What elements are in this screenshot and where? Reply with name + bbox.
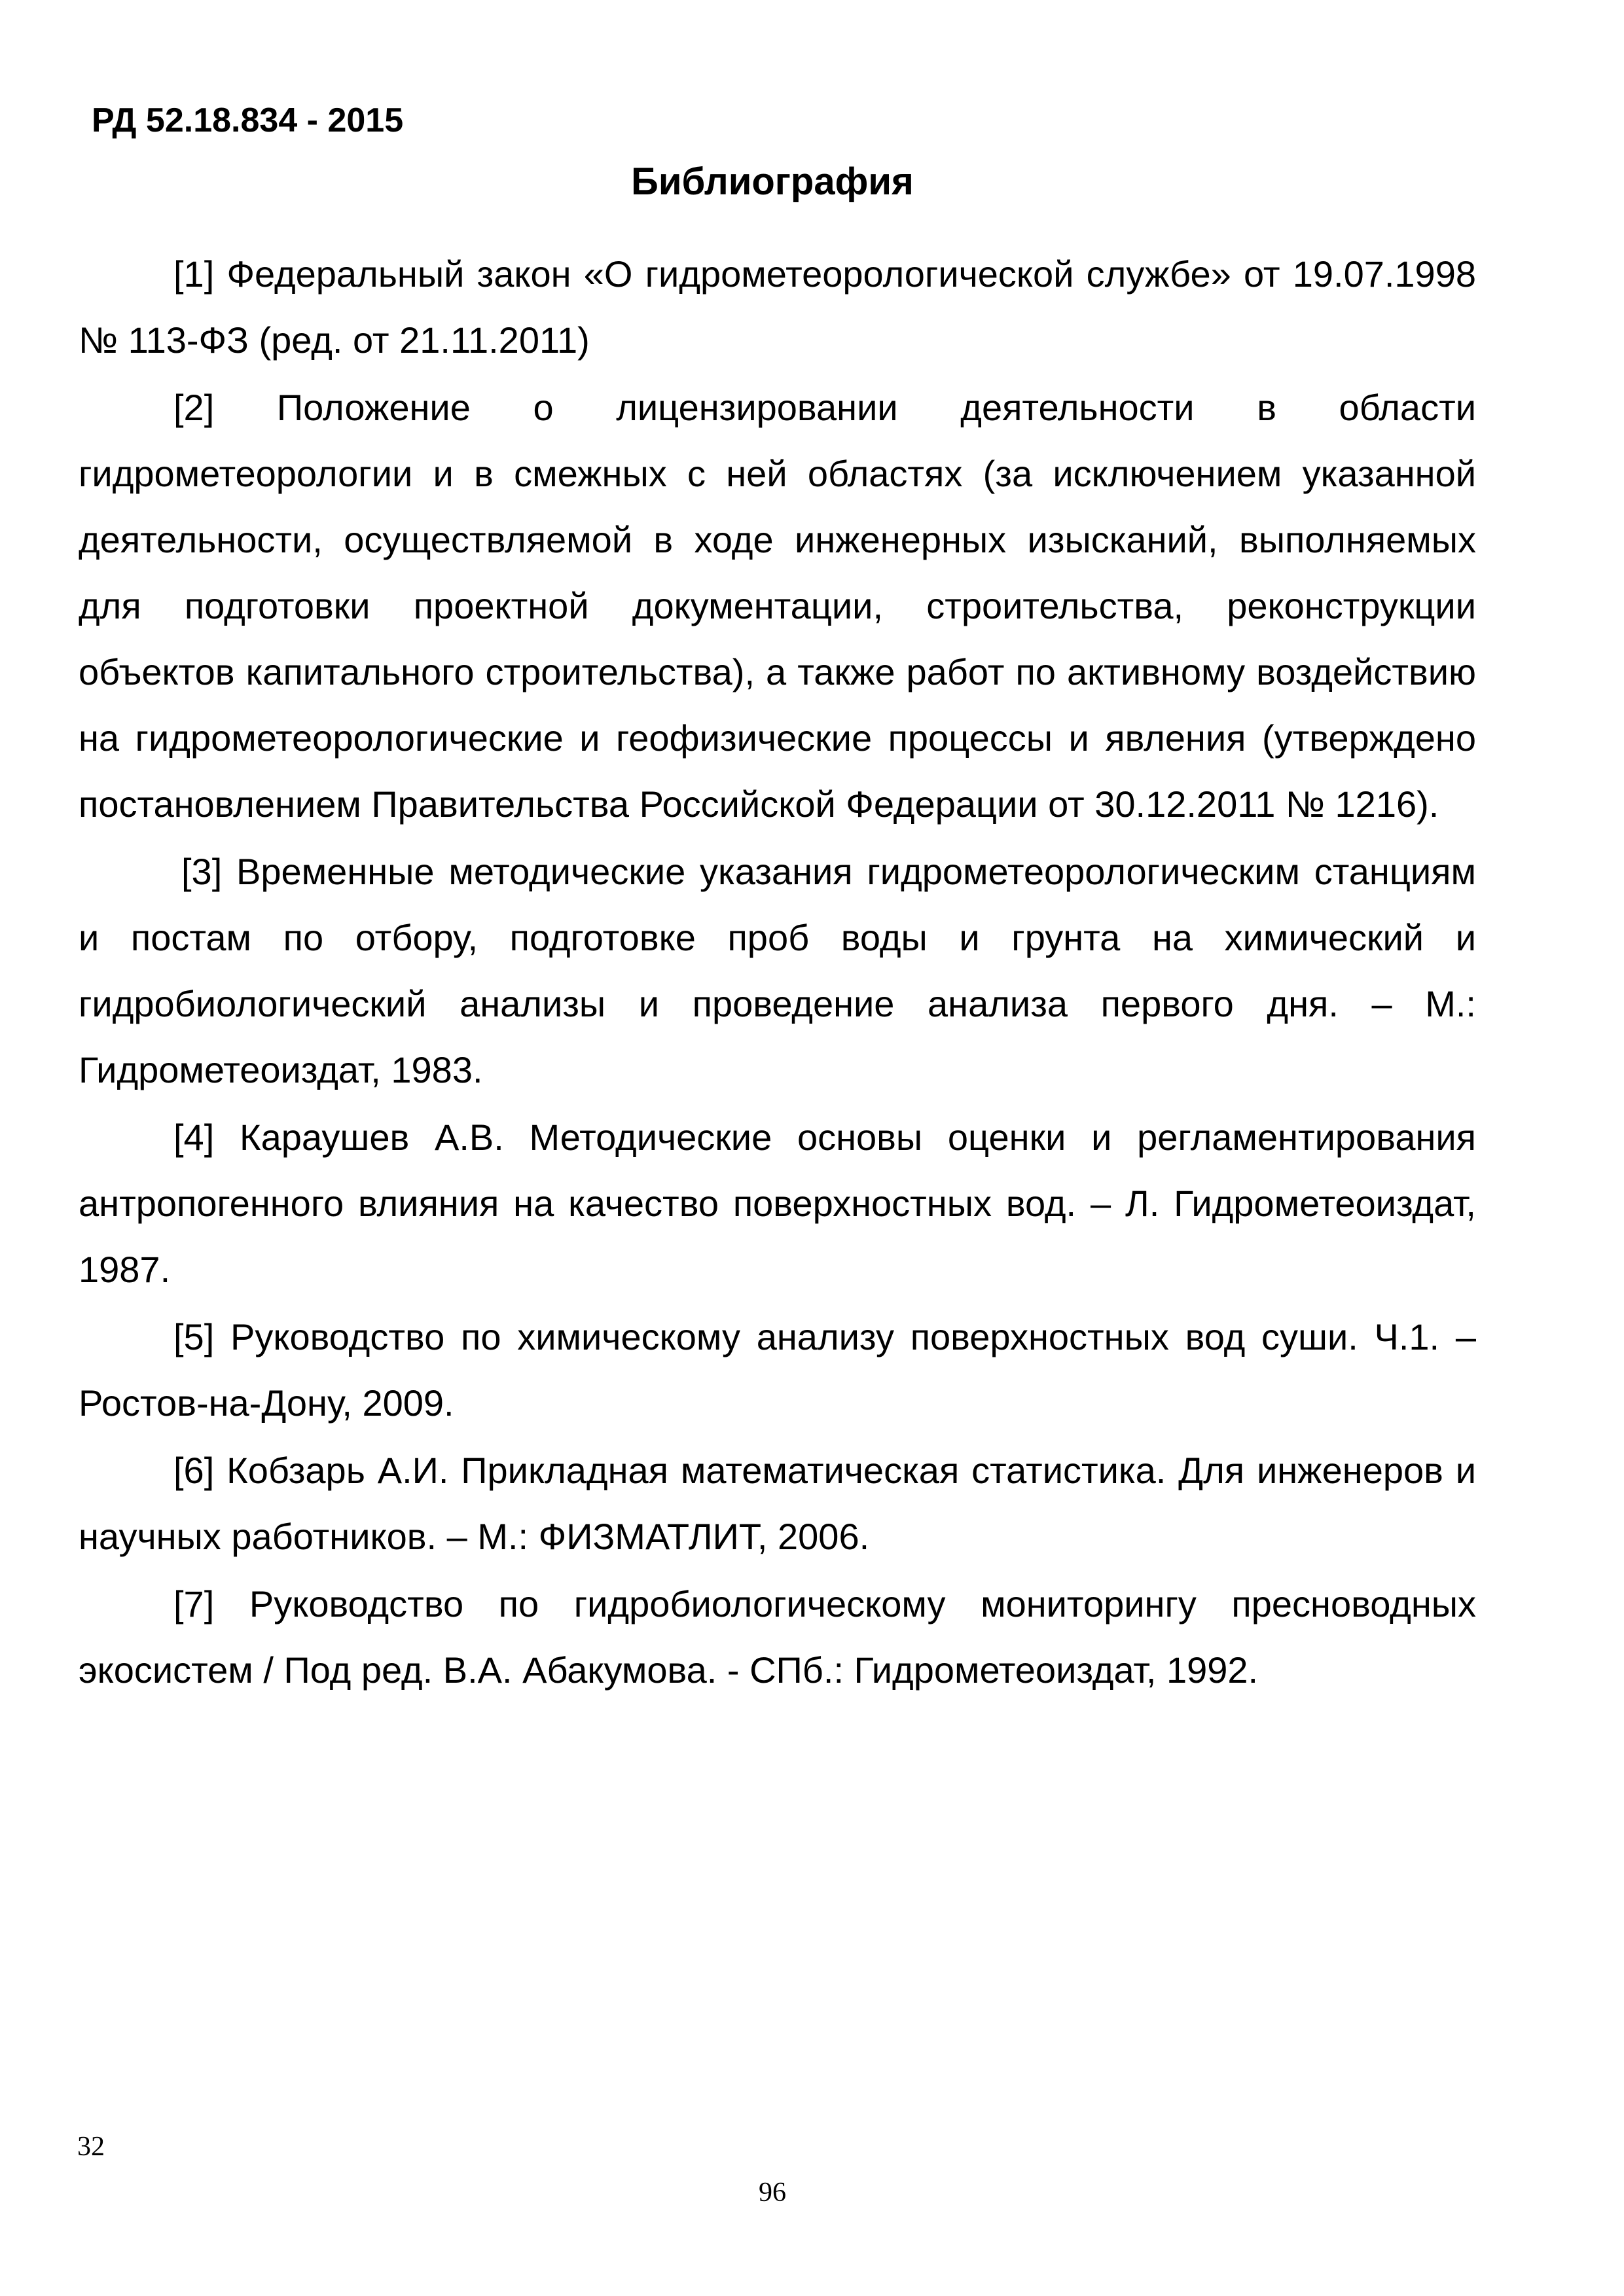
bibliography-entry-6 <box>79 1437 1476 1570</box>
entry-number: [3] <box>181 851 223 892</box>
page-title: Библиография <box>631 160 914 203</box>
entry-text: Федеральный закон «О гидрометеорологической службе» от 19.07.1998 № 113-ФЗ (ред. от 21.11.2011) <box>79 253 1476 361</box>
entry-text: Руководство по гидробиологическому мониторингу пресноводных экосистем / Под ред. В.А. Абакумова. - СПб.: Гидрометеоиздат, 1992. <box>79 1583 1477 1691</box>
bibliography-entry-5 <box>79 1304 1476 1436</box>
entry-text: Положение о лицензировании деятельности в области гидрометеорологии и в смежных с ней областях (за исключением указанной деятельности, осуществляемой в ходе инженерных изысканий, выполняемых для подготовки проектной документации, строительства, реконструкции объектов капитального строительства), а также работ по активному воздействию на гидрометеорологические и геофизические процессы и явления (утверждено постановлением Правительства Российской Федерации от 30.12.2011 № 1216). <box>79 387 1477 825</box>
page-number-section: 32 <box>77 2132 105 2162</box>
entry-number: [4] <box>173 1117 215 1158</box>
entry-text: Временные методические указания гидрометеорологическим станциям и постам по отбору, подготовке проб воды и грунта на химический и гидробиологический анализы и проведение анализа первого дня. – М.: Гидрометеоиздат, 1983. <box>79 851 1476 1090</box>
entry-text: Караушев А.В. Методические основы оценки и регламентирования антропогенного влияния на качество поверхностных вод. – Л. Гидрометеоиздат, 1987. <box>79 1117 1476 1290</box>
page-number: 96 <box>759 2178 786 2208</box>
entry-number: [6] <box>173 1450 215 1491</box>
entry-text: Кобзарь А.И. Прикладная математическая статистика. Для инженеров и научных работников. – М.: ФИЗМАТЛИТ, 2006. <box>79 1450 1477 1557</box>
bibliography-entry-3 <box>79 838 1476 1103</box>
entry-number: [1] <box>173 253 215 295</box>
bibliography-entry-4 <box>79 1104 1476 1302</box>
bibliography-entry-2 <box>79 374 1476 837</box>
document-code: РД 52.18.834 - 2015 <box>92 101 404 139</box>
entry-number: [7] <box>173 1583 215 1624</box>
entry-number: [2] <box>173 387 215 428</box>
bibliography-entry-1 <box>79 241 1476 373</box>
bibliography-list <box>79 241 1476 1704</box>
entry-number: [5] <box>173 1316 215 1357</box>
bibliography-entry-7 <box>79 1571 1476 1703</box>
entry-text: Руководство по химическому анализу поверхностных вод суши. Ч.1. – Ростов-на-Дону, 2009. <box>79 1316 1477 1424</box>
